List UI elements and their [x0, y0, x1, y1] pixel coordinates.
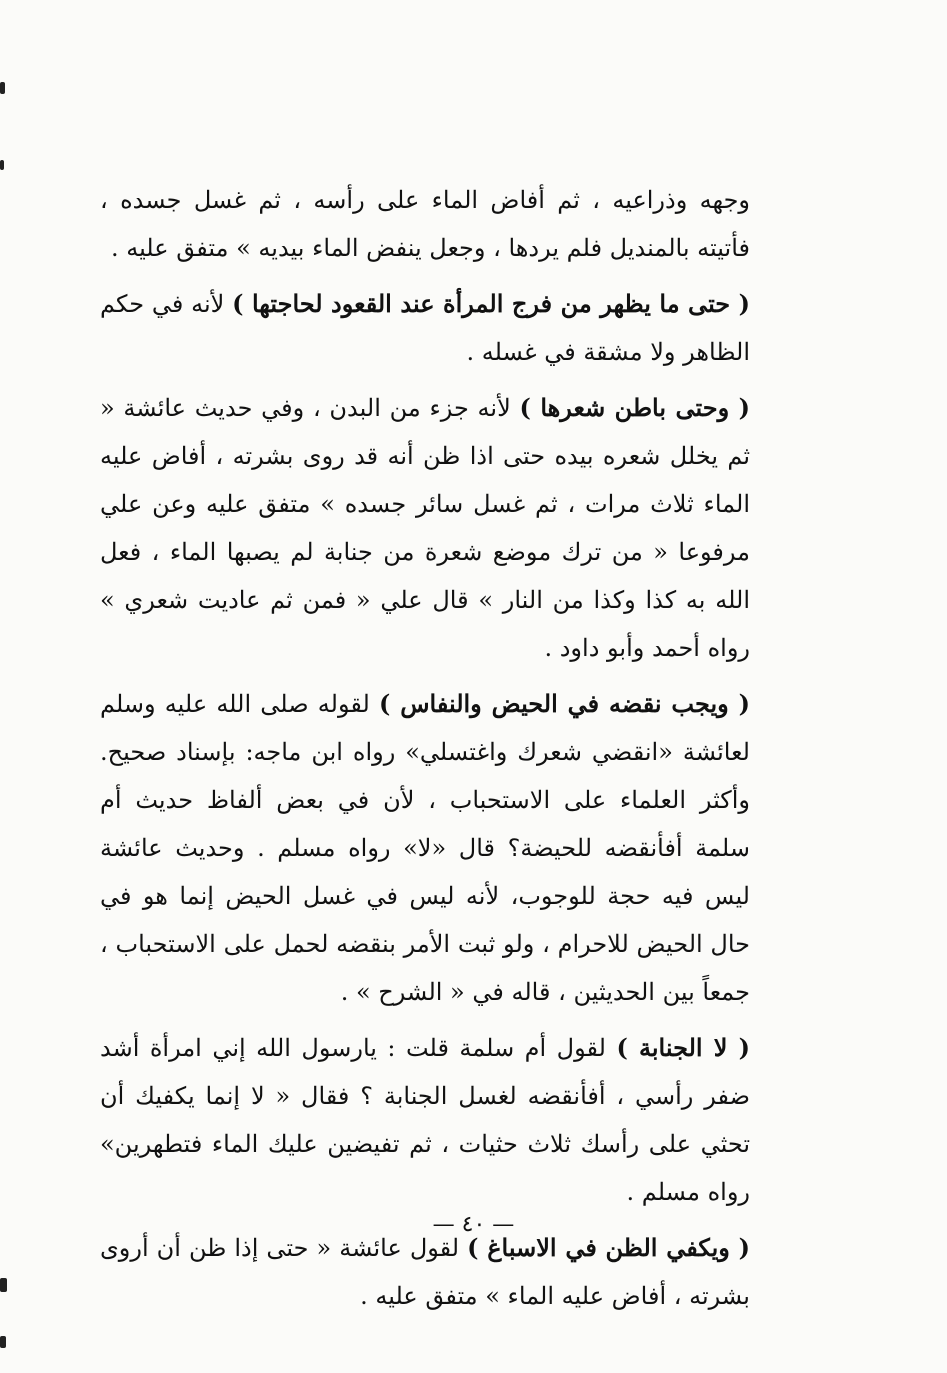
- paragraph-heading: ( حتى ما يظهر من فرج المرأة عند القعود لحاجتها ): [232, 289, 751, 318]
- paragraph-text: لقول عائشة « حتى إذا ظن أن أروى بشرته ، أفاض عليه الماء » متفق عليه .: [100, 1234, 750, 1310]
- paragraph-text: لقوله صلى الله عليه وسلم لعائشة «انقضي شعرك واغتسلي» رواه ابن ماجه: بإسناد صحيح. وأكثر العلماء على الاستحباب ، لأن في بعض ألفاظ حديث أم سلمة أفأنقضه للحيضة؟ قال «لا» رواه مسلم . وحديث عائشة ليس فيه حجة للوجوب، لأنه ليس في غسل الحيض إنما هو في حال الحيض للاحرام ، ولو ثبت الأمر بنقضه لحمل على الاستحباب ، جمعاً بين الحديثين ، قاله في « الشرح » .: [100, 690, 750, 1006]
- paragraph-heading: ( وحتى باطن شعرها ): [519, 393, 750, 422]
- paragraph-heading: ( ويكفي الظن في الاسباغ ): [467, 1233, 750, 1262]
- scan-edge-mark: [0, 82, 5, 94]
- page-number: — ٤٠ —: [432, 1212, 515, 1237]
- paragraph: [100, 680, 750, 1016]
- scan-edge-mark: [0, 1336, 6, 1348]
- paragraph-text: لقول أم سلمة قلت : يارسول الله إني امرأة أشد ضفر رأسي ، أفأنقضه لغسل الجنابة ؟ فقال « لا إنما يكفيك أن تحثي على رأسك ثلاث حثيات ، ثم تفيضين عليك الماء فتطهرين» رواه مسلم .: [100, 1034, 750, 1206]
- paragraph-text: لأنه جزء من البدن ، وفي حديث عائشة « ثم يخلل شعره بيده حتى اذا ظن أنه قد روى بشرته ، أفاض عليه الماء ثلاث مرات ، ثم غسل سائر جسده » متفق عليه وعن علي مرفوعا « من ترك موضع شعرة من جنابة لم يصبها الماء ، فعل الله به كذا وكذا من النار » قال علي « فمن ثم عاديت شعري » رواه أحمد وأبو داود .: [100, 394, 750, 662]
- paragraph-heading: ( لا الجنابة ): [616, 1033, 750, 1062]
- scan-edge-mark: [0, 160, 4, 170]
- paragraph: [100, 280, 750, 376]
- paragraph: [100, 1224, 750, 1320]
- paragraph: [100, 176, 750, 272]
- body-text: [100, 176, 750, 1320]
- scan-edge-mark: [0, 1278, 7, 1292]
- paragraph-heading: ( ويجب نقضه في الحيض والنفاس ): [378, 689, 751, 718]
- paragraph-text: وجهه وذراعيه ، ثم أفاض الماء على رأسه ، ثم غسل جسده ، فأتيته بالمنديل فلم يردها ، وجعل ينفض الماء بيديه » متفق عليه .: [100, 186, 750, 262]
- paragraph-text: لأنه في حكم الظاهر ولا مشقة في غسله .: [100, 290, 750, 366]
- paragraph: [100, 1024, 750, 1216]
- paragraph: [100, 384, 750, 672]
